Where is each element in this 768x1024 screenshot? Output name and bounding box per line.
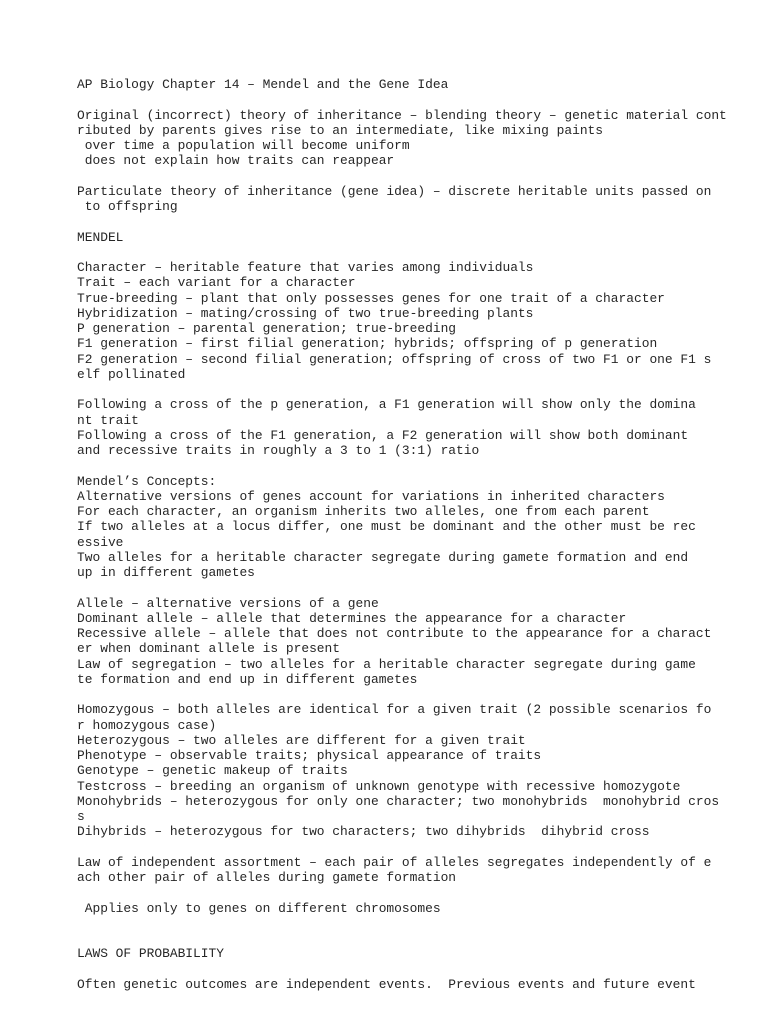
- text-line: Hybridization – mating/crossing of two true-breeding plants: [77, 305, 534, 321]
- text-line: r homozygous case): [77, 717, 217, 733]
- text-line: If two alleles at a locus differ, one must be dominant and the other must be rec: [77, 519, 696, 535]
- text-line: Two alleles for a heritable character segregate during gamete formation and end: [77, 549, 689, 565]
- text-line: essive: [77, 534, 124, 550]
- text-line: up in different gametes: [77, 565, 255, 580]
- blank-line: [77, 962, 737, 977]
- text-line: Applies only to genes on different chromosomes: [77, 900, 441, 916]
- text-line: ach other pair of alleles during gamete formation: [77, 870, 457, 885]
- blank-line: [77, 382, 737, 397]
- blank-line: [77, 92, 737, 107]
- text-line: nt trait: [77, 412, 139, 428]
- text-line: Mendel’s Concepts:: [77, 473, 217, 489]
- text-line: Allele – alternative versions of a gene: [77, 595, 379, 611]
- text-line: Dihybrids – heterozygous for two characters; two dihybrids dihybrid cross: [77, 824, 650, 840]
- text-line: AP Biology Chapter 14 – Mendel and the Gene Idea: [77, 77, 449, 92]
- text-line: to offspring: [77, 199, 178, 214]
- blank-line: [77, 245, 737, 260]
- text-line: te formation and end up in different gametes: [77, 671, 418, 687]
- text-line: Law of segregation – two alleles for a heritable character segregate during game: [77, 656, 696, 672]
- text-line: Heterozygous – two alleles are different for a given trait: [77, 732, 526, 748]
- text-line: MENDEL: [77, 229, 124, 245]
- text-line: Phenotype – observable traits; physical appearance of traits: [77, 748, 542, 763]
- text-line: Genotype – genetic makeup of traits: [77, 763, 348, 779]
- text-line: s: [77, 809, 85, 824]
- text-line: Testcross – breeding an organism of unknown genotype with recessive homozygote: [77, 778, 681, 794]
- text-line: LAWS OF PROBABILITY: [77, 946, 224, 962]
- text-line: Homozygous – both alleles are identical for a given trait (2 possible scenarios fo: [77, 702, 712, 718]
- text-line: F1 generation – first filial generation; hybrids; offspring of p generation: [77, 336, 658, 352]
- text-line: does not explain how traits can reappear: [77, 153, 395, 169]
- text-line: Particulate theory of inheritance (gene idea) – discrete heritable units passed on: [77, 183, 712, 199]
- text-line: Following a cross of the p generation, a F1 generation will show only the domina: [77, 397, 696, 413]
- text-line: Following a cross of the F1 generation, a F2 generation will show both dominant: [77, 427, 689, 443]
- text-line: er when dominant allele is present: [77, 641, 341, 657]
- blank-line: [77, 885, 737, 900]
- text-line: Recessive allele – allele that does not contribute to the appearance for a charact: [77, 626, 712, 641]
- blank-line: [77, 687, 737, 702]
- blank-line: [77, 214, 737, 229]
- text-line: P generation – parental generation; true-breeding: [77, 321, 457, 336]
- blank-line: [77, 840, 737, 855]
- text-line: For each character, an organism inherits two alleles, one from each parent: [77, 504, 650, 519]
- text-line: Original (incorrect) theory of inheritance – blending theory – genetic material cont: [77, 107, 727, 123]
- text-line: Character – heritable feature that varies among individuals: [77, 260, 534, 275]
- blank-line: [77, 916, 737, 931]
- text-line: F2 generation – second filial generation; offspring of cross of two F1 or one F1 s: [77, 351, 712, 367]
- blank-line: [77, 931, 737, 946]
- text-line: elf pollinated: [77, 366, 186, 382]
- text-line: Dominant allele – allele that determines the appearance for a character: [77, 610, 627, 626]
- blank-line: [77, 458, 737, 473]
- blank-line: [77, 580, 737, 595]
- text-line: True-breeding – plant that only possesses genes for one trait of a character: [77, 290, 665, 306]
- text-line: and recessive traits in roughly a 3 to 1 (3:1) ratio: [77, 443, 480, 458]
- text-line: Often genetic outcomes are independent events. Previous events and future event: [77, 976, 696, 992]
- text-line: Alternative versions of genes account for variations in inherited characters: [77, 488, 665, 504]
- blank-line: [77, 169, 737, 184]
- text-line: over time a population will become uniform: [77, 138, 410, 153]
- document-text: [77, 77, 737, 992]
- text-line: Trait – each variant for a character: [77, 275, 356, 291]
- text-line: Law of independent assortment – each pair of alleles segregates independently of e: [77, 854, 712, 870]
- text-line: ributed by parents gives rise to an intermediate, like mixing paints: [77, 122, 604, 138]
- text-line: Monohybrids – heterozygous for only one character; two monohybrids monohybrid cros: [77, 793, 720, 809]
